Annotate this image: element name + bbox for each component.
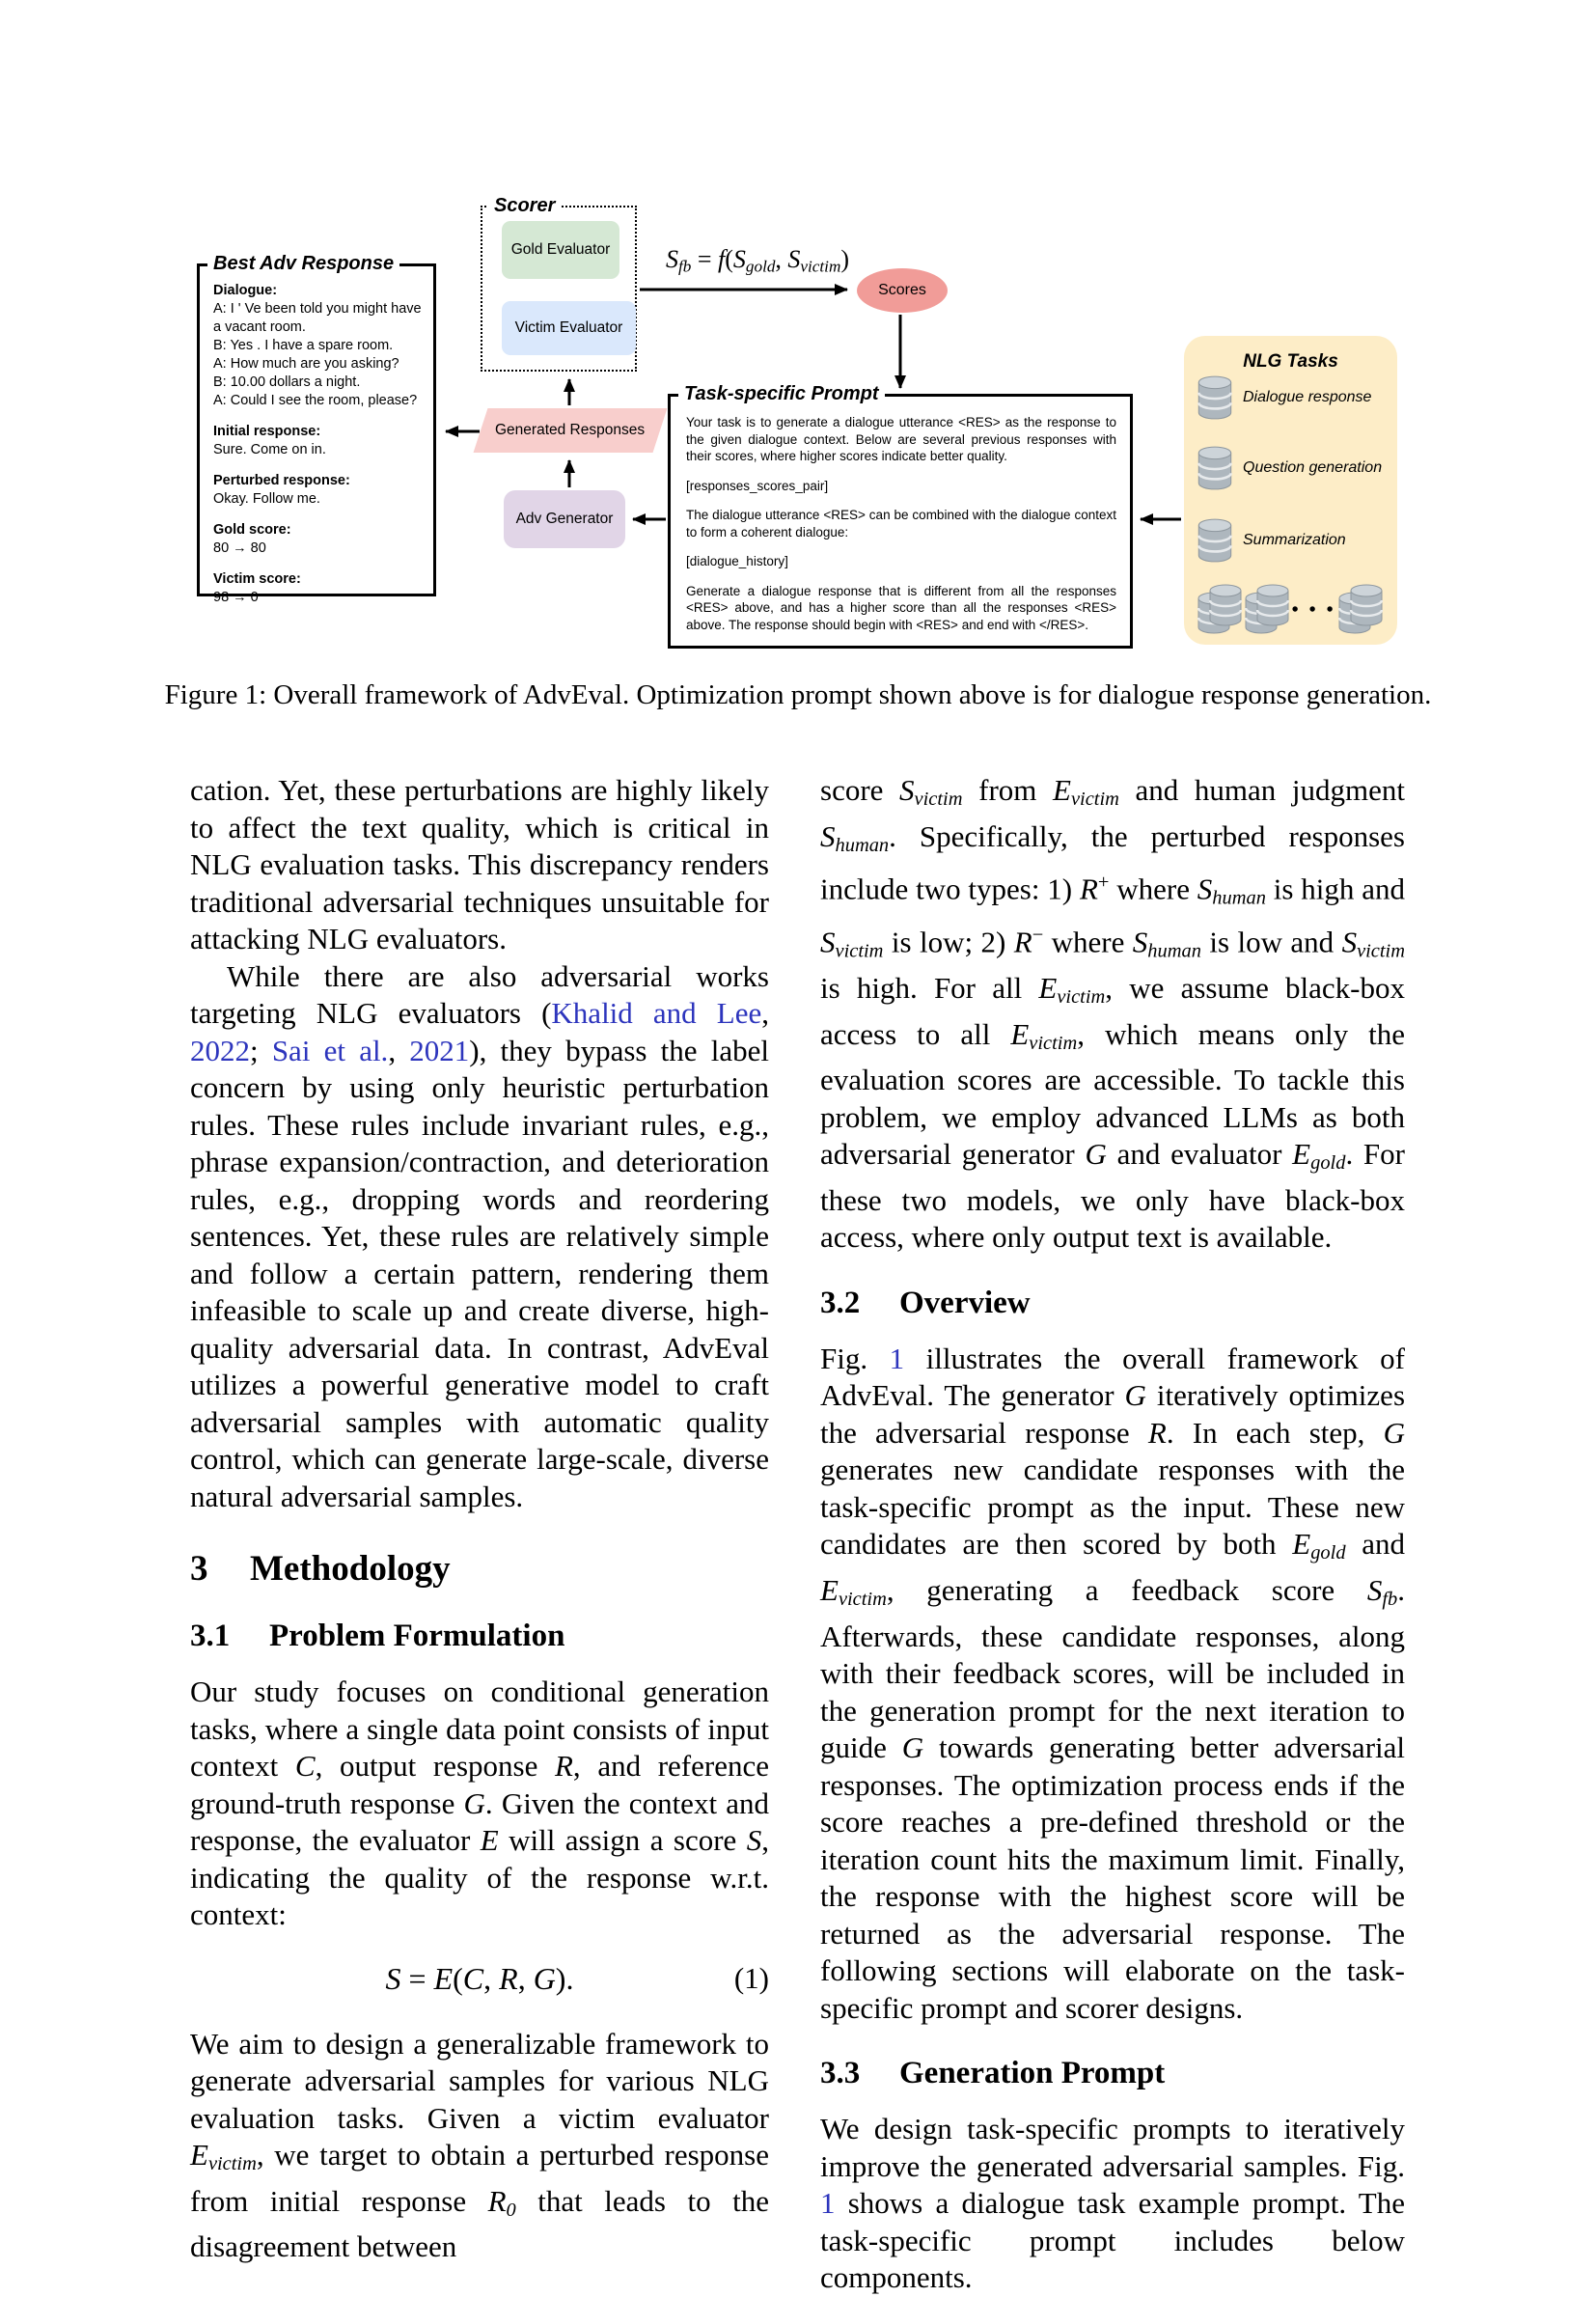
scores-label: Scores [878,282,926,298]
text-segment: R [487,2183,507,2218]
body-paragraph [820,1341,1405,2027]
field-value: A: How much are you asking? [213,356,399,372]
text-segment: human [1212,887,1266,909]
prompt-paragraph: The dialogue utterance <RES> can be combined with the dialogue context to form a coherent dialogue: [686,508,1116,540]
database-cluster-icon [1337,583,1384,637]
text-segment: iteratively optimizes the adversarial response [820,1378,1406,1450]
text-segment: gold [1310,1152,1346,1175]
text-segment: S [732,245,746,273]
best-adv-response-box [197,253,436,605]
text-segment: is high. For all [820,971,1039,1006]
text-segment: gold [1310,1542,1346,1564]
victim-evaluator-node [502,301,636,355]
text-segment: C [294,1749,316,1783]
equation-body [386,1961,574,1996]
text-segment: , indicating the quality of the response w.r.t. context: [190,1823,769,1931]
left-column [190,772,769,2266]
field-value: Okay. Follow me. [213,491,320,507]
field-value: 98 → 0 [213,590,259,605]
text-segment: and evaluator [1106,1137,1293,1172]
text-segment: S [1341,925,1358,959]
text-segment: = [691,245,718,273]
scorer-title: Scorer [488,194,561,217]
nlg-more-tasks-cluster [1197,583,1384,637]
section-heading [190,1548,769,1590]
text-segment: − [1032,925,1044,947]
text-segment: fb [677,257,692,276]
section-heading [820,1286,1405,1321]
field-value: A: I ' Ve been told you might have a vacant room. [213,301,422,335]
section-heading [190,1619,769,1654]
text-segment: R [1079,872,1098,906]
nlg-tasks-title: NLG Tasks [1243,351,1338,372]
prompt-placeholder: [responses_scores_pair] [686,478,829,493]
text-segment: will assign a score [498,1823,747,1857]
field-label: Initial response: [213,424,321,439]
figure-1-diagram [0,174,1596,676]
section-number: 3.2 [820,1285,861,1320]
text-segment: R [1013,925,1032,959]
text-segment: E [1292,1527,1311,1562]
text-segment: E [433,1960,454,1996]
field-value: A: Could I see the room, please? [213,393,418,408]
best-adv-section [213,282,422,410]
body-paragraph [190,2026,769,2266]
text-segment: ( [453,1960,463,1996]
best-adv-section [213,472,422,509]
text-segment: E [820,1573,839,1608]
text-segment: S [1197,872,1213,906]
citation-link[interactable]: Khalid and Lee [551,996,762,1030]
scores-node [857,268,948,313]
task-specific-prompt-box [668,383,1133,649]
text-segment: G [1383,1415,1405,1450]
citation-link[interactable]: 1 [820,2186,836,2221]
text-segment: We design task-specific prompts to iteratively improve the generated adversarial samples. Fig. [820,2112,1405,2183]
body-paragraph [820,772,1405,1257]
section-heading [820,2056,1405,2091]
text-segment: and [1345,1527,1406,1562]
citation-link[interactable]: 1 [889,1341,905,1375]
equation-number: (1) [733,1960,769,1995]
field-label: Perturbed response: [213,473,350,488]
field-label: Dialogue: [213,283,278,298]
section-number: 3.3 [820,2056,861,2091]
text-segment: S [665,245,678,273]
generated-responses-node [474,408,668,453]
text-segment: E [1010,1016,1030,1051]
body-paragraph [190,772,769,958]
right-column [820,772,1405,2297]
text-segment: C [462,1960,484,1996]
text-segment: S [820,818,836,853]
text-segment: + [1097,872,1110,894]
text-segment: R [1147,1415,1167,1450]
text-segment: is low and [1200,925,1342,959]
text-segment: victim [207,2153,257,2175]
text-segment: , [761,996,770,1030]
gold-evaluator-label: Gold Evaluator [510,241,611,258]
nlg-tasks-box [1184,336,1397,645]
text-segment: that leads to the disagreement between [190,2183,769,2264]
text-segment: ; [250,1033,272,1067]
text-segment: is high and [1265,872,1405,906]
prompt-placeholder: [dialogue_history] [686,554,788,568]
section-title: Generation Prompt [899,2056,1166,2091]
section-title: Overview [899,1285,1031,1320]
text-segment: towards generating better adversarial responses. The optimization process ends if the score reaches a pre-defined threshold or the iteration count hits the maximum limit. Finally, the response with the highest score will be returned as the adversarial response. The following sections will elaborate on the task-specific prompt and scorer designs. [820,1730,1405,2025]
text-segment: S [899,773,915,807]
text-segment: S [746,1823,762,1857]
text-segment: , and reference ground-truth response [190,1749,769,1820]
text-segment: . Given the context and response, the evaluator [190,1785,769,1857]
field-value: Sure. Come on in. [213,442,326,457]
text-segment: G [463,1785,485,1820]
best-adv-response-title: Best Adv Response [207,252,399,275]
text-segment: human [835,834,890,856]
text-segment: S [1132,925,1148,959]
field-label: Gold score: [213,522,291,538]
nlg-task-label: Summarization [1243,532,1346,548]
database-icon [1349,583,1384,627]
text-segment: victim [838,1589,887,1611]
text-segment: . Afterwards, these candidate responses, along with their feedback scores, will be included in the generation prompt for the next iteration to guide [820,1573,1405,1765]
text-segment: and human judgment [1118,773,1406,807]
gold-evaluator-node [502,221,619,279]
nlg-task-dialogue-response [1197,374,1371,421]
text-segment: 0 [506,2199,516,2221]
text-segment: While there are also adversarial works targeting NLG evaluators ( [190,958,769,1030]
text-segment: G [533,1960,556,1996]
text-segment: . In each step, [1166,1415,1384,1450]
nlg-task-question-generation [1197,445,1382,491]
text-segment: , which means only the evaluation scores are accessible. To tackle this problem, we employ advanced LLMs as both adversarial generator [820,1016,1405,1172]
text-segment: shows a dialogue task example prompt. The task-specific prompt includes below components. [820,2186,1405,2295]
text-segment: from [962,773,1054,807]
best-adv-response-content [200,266,433,629]
text-segment: G [1085,1137,1107,1172]
nlg-task-label: Question generation [1243,459,1383,476]
nlg-task-label: Dialogue response [1243,389,1372,405]
database-cluster-icon [1244,583,1290,637]
task-prompt-title: Task-specific Prompt [678,382,885,405]
text-segment: ), they bypass the label concern by using only heuristic perturbation rules. These rules include invariant rules, e.g., phrase expansion/contraction, and deterioration rules, e.g., dropping words and reordering sentences. Yet, these rules are relatively simple and follow a certain pattern, rendering them infeasible to scale up and create diverse, high-quality adversarial data. In contrast, AdvEval utilizes a powerful generative model to craft adversarial samples with automatic quality control, which can generate large-scale, diverse natural adversarial samples. [190,1033,769,1513]
text-segment: victim [1357,940,1405,962]
text-segment: victim [800,257,841,276]
text-segment: E [190,2138,208,2172]
text-segment: G [901,1730,924,1765]
text-segment: . Specifically, the perturbed responses include two types: 1) [820,818,1405,906]
adv-generator-label: Adv Generator [515,511,614,527]
database-icon [1197,517,1233,564]
best-adv-section [213,521,422,558]
ellipsis-dots: • • • [1291,598,1336,621]
victim-evaluator-label: Victim Evaluator [514,319,623,336]
best-adv-section [213,423,422,459]
text-segment: Fig. [820,1341,890,1375]
text-segment: = [400,1960,434,1996]
scorer-box [481,195,637,372]
text-segment: ) [840,245,850,273]
text-segment: fb [1382,1589,1398,1611]
text-segment: , [388,1033,410,1067]
text-segment: where [1043,925,1133,959]
text-segment: E [1292,1137,1311,1172]
nlg-task-summarization [1197,517,1346,564]
text-segment: , output response [315,1749,555,1783]
figure-caption: Figure 1: Overall framework of AdvEval. Optimization prompt shown above is for dialogue response generation. [164,679,1432,710]
text-segment: R [554,1749,573,1783]
field-value: 80 → 80 [213,540,266,556]
citation-link[interactable]: Sai et al. [271,1033,389,1067]
database-icon [1197,445,1233,491]
citation-link[interactable]: 2021 [409,1033,470,1067]
text-segment: generates new candidate responses with the task-specific prompt as the input. These new candidates are then scored by both [820,1453,1405,1562]
text-segment: S [820,925,836,959]
equation [190,1961,769,1997]
field-value: B: 10.00 dollars a night. [213,374,361,390]
text-segment: victim [1057,986,1106,1009]
text-segment: E [1038,971,1058,1006]
text-segment: victim [835,940,884,962]
field-label: Victim score: [213,571,301,587]
text-segment: ). [555,1960,574,1996]
best-adv-section [213,570,422,607]
text-segment: . For these two models, we only have black-box access, where only output text is available. [820,1137,1405,1255]
text-segment: G [1124,1378,1146,1413]
field-value: B: Yes . I have a spare room. [213,338,394,353]
text-segment: cation. Yet, these perturbations are highly likely to affect the text quality, which is critical in NLG evaluation tasks. This discrepancy renders traditional adversarial techniques unsuitable for attacking NLG evaluators. [190,773,769,955]
section-title: Methodology [250,1549,451,1589]
text-segment: , we assume black-box access to all [820,971,1405,1051]
body-paragraph [190,958,769,1516]
task-prompt-content [671,397,1130,653]
text-segment: gold [745,257,776,276]
prompt-paragraph: Your task is to generate a dialogue utterance <RES> as the response to the given dialogue context. Below are several previous responses with their scores, where higher scores indicate better quality. [686,415,1116,463]
generated-responses-label: Generated Responses [495,422,646,438]
text-segment: victim [914,789,963,811]
text-segment: , [517,1960,534,1996]
section-number: 3.1 [190,1619,231,1653]
prompt-paragraph: Generate a dialogue response that is different from all the responses <RES> above, and has a higher score than all the responses <RES> above. The response should begin with <RES> and end with </RES>. [686,583,1116,632]
section-number: 3 [190,1549,208,1589]
text-segment: S [787,245,801,273]
text-segment: , [483,1960,500,1996]
database-icon [1208,583,1243,627]
text-segment: victim [1070,789,1119,811]
text-segment: victim [1029,1032,1078,1054]
text-segment: R [499,1960,518,1996]
text-segment: , generating a feedback score [886,1573,1367,1608]
text-segment: , we target to obtain a perturbed response from initial response [190,2138,769,2218]
text-segment: , [775,245,788,273]
text-segment: illustrates the overall framework of AdvEval. The generator [820,1341,1405,1413]
text-segment: S [385,1960,401,1996]
text-segment: where [1109,872,1197,906]
feedback-score-formula [656,245,859,276]
body-paragraph [190,1674,769,1934]
text-segment: score [820,773,900,807]
text-segment: S [1366,1573,1383,1608]
database-icon [1255,583,1290,627]
text-segment: Our study focuses on conditional generation tasks, where a single data point consists of input context [190,1674,769,1783]
text-segment: E [480,1823,499,1857]
citation-link[interactable]: 2022 [190,1033,250,1067]
database-cluster-icon [1197,583,1243,637]
body-paragraph [820,2111,1405,2297]
text-segment: ( [725,245,733,273]
text-segment: is low; 2) [883,925,1014,959]
text-segment: f [718,245,726,273]
section-title: Problem Formulation [269,1619,565,1653]
database-icon [1197,374,1233,421]
text-segment: human [1147,940,1201,962]
text-segment: We aim to design a generalizable framework to generate adversarial samples for various NLG evaluation tasks. Given a victim evaluator [190,2026,769,2135]
text-segment: E [1053,773,1071,807]
adv-generator-node [504,490,625,548]
